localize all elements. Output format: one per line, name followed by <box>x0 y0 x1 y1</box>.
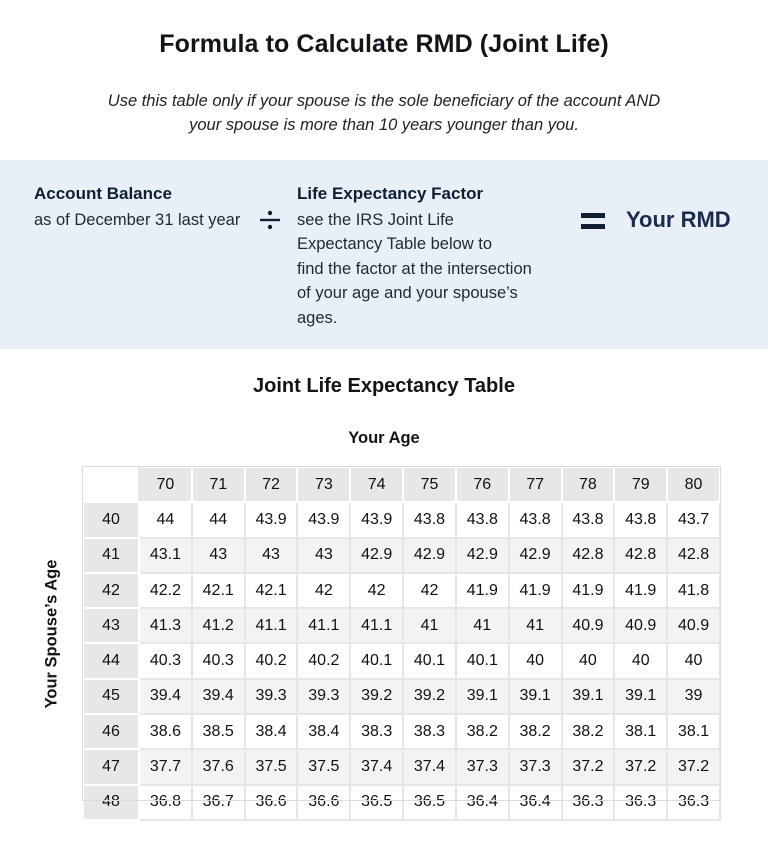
table-cell: 36.5 <box>403 785 456 820</box>
table-row <box>83 608 720 643</box>
table-cell: 36.5 <box>350 785 403 820</box>
table-cell: 43.8 <box>614 502 667 537</box>
table-cell: 40 <box>667 643 720 678</box>
table-cell: 43.9 <box>350 502 403 537</box>
table-cell: 42 <box>403 573 456 608</box>
table-cell: 37.4 <box>350 749 403 784</box>
account-balance-label: Account Balance <box>34 184 172 203</box>
table-cell: 41.2 <box>192 608 245 643</box>
table-cell: 37.4 <box>403 749 456 784</box>
joint-life-table <box>82 466 721 821</box>
table-cell: 44 <box>192 502 245 537</box>
life-expectancy-line: of your age and your spouse’s <box>297 284 518 303</box>
row-header: 45 <box>83 679 139 714</box>
column-header: 74 <box>350 467 403 502</box>
life-expectancy-line: Expectancy Table below to <box>297 235 493 254</box>
table-cell: 40.1 <box>456 643 509 678</box>
column-header: 76 <box>456 467 509 502</box>
table-cell: 40.2 <box>297 643 350 678</box>
table-cell: 43 <box>192 538 245 573</box>
row-axis-label: Your Spouse’s Age <box>42 559 61 709</box>
table-cell: 43.8 <box>509 502 562 537</box>
table-cell: 41 <box>509 608 562 643</box>
table-cell: 40.9 <box>614 608 667 643</box>
table-cell: 42.8 <box>614 538 667 573</box>
table-cell: 38.6 <box>139 714 192 749</box>
table-cell: 41.9 <box>456 573 509 608</box>
life-expectancy-line: ages. <box>297 308 338 327</box>
table-cell: 40 <box>614 643 667 678</box>
table-cell: 36.7 <box>192 785 245 820</box>
row-header: 42 <box>83 573 139 608</box>
life-expectancy-line: find the factor at the intersection <box>297 259 532 278</box>
table-cell: 39.1 <box>562 679 615 714</box>
table-cell: 39.1 <box>614 679 667 714</box>
subtitle-line-1: Use this table only if your spouse is the sole beneficiary of the account AND <box>107 92 661 110</box>
row-header: 41 <box>83 538 139 573</box>
row-header: 43 <box>83 608 139 643</box>
table-cell: 43.8 <box>456 502 509 537</box>
table-row <box>83 679 720 714</box>
column-header: 72 <box>245 467 298 502</box>
column-header: 78 <box>562 467 615 502</box>
row-header: 47 <box>83 749 139 784</box>
column-header: 70 <box>139 467 192 502</box>
table-cell: 37.6 <box>192 749 245 784</box>
header-row <box>83 467 720 502</box>
table-cell: 36.3 <box>667 785 720 820</box>
table-cell: 37.2 <box>562 749 615 784</box>
table-cell: 38.1 <box>667 714 720 749</box>
table-cell: 42.8 <box>667 538 720 573</box>
table-cell: 42.9 <box>350 538 403 573</box>
table-cell: 38.2 <box>562 714 615 749</box>
table-cell: 39.3 <box>245 679 298 714</box>
equals-icon <box>581 213 605 233</box>
table-cell: 41.3 <box>139 608 192 643</box>
table-cell: 40.9 <box>562 608 615 643</box>
table-row <box>83 573 720 608</box>
table-row <box>83 538 720 573</box>
life-expectancy-line: see the IRS Joint Life <box>297 211 454 229</box>
table-cell: 43.8 <box>403 502 456 537</box>
column-header: 79 <box>614 467 667 502</box>
row-header: 40 <box>83 502 139 537</box>
table-cell: 42.9 <box>456 538 509 573</box>
life-expectancy-label: Life Expectancy Factor <box>297 184 484 203</box>
table-cell: 42.1 <box>192 573 245 608</box>
table-cell: 41.8 <box>667 573 720 608</box>
row-header: 44 <box>83 643 139 678</box>
table-cell: 41 <box>403 608 456 643</box>
table-cell: 38.3 <box>403 714 456 749</box>
table-cell: 37.2 <box>614 749 667 784</box>
table-cell: 37.3 <box>509 749 562 784</box>
table-cell: 38.5 <box>192 714 245 749</box>
table-cell: 38.2 <box>456 714 509 749</box>
table-row <box>83 714 720 749</box>
table-cell: 42.2 <box>139 573 192 608</box>
table-cell: 42.1 <box>245 573 298 608</box>
table-cell: 36.4 <box>509 785 562 820</box>
table-cell: 41.9 <box>614 573 667 608</box>
page-title: Formula to Calculate RMD (Joint Life) <box>159 30 609 58</box>
life-expectancy-block <box>297 184 567 330</box>
table-cell: 41.1 <box>297 608 350 643</box>
table-cell: 39 <box>667 679 720 714</box>
table-cell: 39.1 <box>509 679 562 714</box>
table-cell: 43.7 <box>667 502 720 537</box>
table-cell: 40.3 <box>139 643 192 678</box>
table-cell: 39.1 <box>456 679 509 714</box>
table-cell: 40 <box>509 643 562 678</box>
table-cell: 43.8 <box>562 502 615 537</box>
column-header: 80 <box>667 467 720 502</box>
table-cell: 42.8 <box>562 538 615 573</box>
corner-cell <box>83 467 139 502</box>
row-header: 48 <box>83 785 139 820</box>
table-cell: 43.9 <box>297 502 350 537</box>
table-cell: 38.1 <box>614 714 667 749</box>
table-cell: 42 <box>350 573 403 608</box>
table-cell: 40.3 <box>192 643 245 678</box>
account-balance-block <box>34 184 240 232</box>
table-cell: 41.9 <box>562 573 615 608</box>
table-cell: 43.9 <box>245 502 298 537</box>
subtitle <box>0 89 768 137</box>
table-cell: 36.8 <box>139 785 192 820</box>
table-cell: 43 <box>245 538 298 573</box>
column-axis-label: Your Age <box>348 429 420 447</box>
table-cell: 36.4 <box>456 785 509 820</box>
account-balance-text: as of December 31 last year <box>34 211 241 229</box>
table-title: Joint Life Expectancy Table <box>253 375 515 397</box>
table-cell: 37.3 <box>456 749 509 784</box>
table-cell: 40.1 <box>403 643 456 678</box>
table-cell: 39.4 <box>139 679 192 714</box>
table-cell: 43.1 <box>139 538 192 573</box>
formula-panel <box>0 160 768 349</box>
table-cell: 37.7 <box>139 749 192 784</box>
table-cell: 37.2 <box>667 749 720 784</box>
table-cell: 36.3 <box>562 785 615 820</box>
table-cell: 41.1 <box>350 608 403 643</box>
table-cell: 41.9 <box>509 573 562 608</box>
table-cell: 44 <box>139 502 192 537</box>
table-cell: 39.4 <box>192 679 245 714</box>
table-cell: 43 <box>297 538 350 573</box>
table-cell: 39.2 <box>403 679 456 714</box>
column-header: 75 <box>403 467 456 502</box>
table-cell: 36.6 <box>297 785 350 820</box>
table-cell: 40.1 <box>350 643 403 678</box>
table-row <box>83 785 720 820</box>
table-cell: 39.2 <box>350 679 403 714</box>
table-row <box>83 643 720 678</box>
table-cell: 37.5 <box>245 749 298 784</box>
table-body <box>83 502 720 820</box>
table-row <box>83 502 720 537</box>
life-expectancy-text <box>297 208 567 330</box>
table-cell: 38.4 <box>297 714 350 749</box>
table-cell: 36.6 <box>245 785 298 820</box>
result-label: Your RMD <box>626 207 731 232</box>
table-cell: 40 <box>562 643 615 678</box>
table-cell: 41 <box>456 608 509 643</box>
table-cell: 42.9 <box>403 538 456 573</box>
division-icon <box>258 208 282 232</box>
table-cell: 42 <box>297 573 350 608</box>
table-cell: 41.1 <box>245 608 298 643</box>
subtitle-line-2: your spouse is more than 10 years younger than you. <box>189 116 579 134</box>
table-row <box>83 749 720 784</box>
table-cell: 40.9 <box>667 608 720 643</box>
row-header: 46 <box>83 714 139 749</box>
column-header: 77 <box>509 467 562 502</box>
table-cell: 40.2 <box>245 643 298 678</box>
column-header: 71 <box>192 467 245 502</box>
table-cell: 42.9 <box>509 538 562 573</box>
table-cell: 37.5 <box>297 749 350 784</box>
table-cell: 38.3 <box>350 714 403 749</box>
table-cell: 38.4 <box>245 714 298 749</box>
table-cell: 38.2 <box>509 714 562 749</box>
table-cell: 39.3 <box>297 679 350 714</box>
column-header: 73 <box>297 467 350 502</box>
table-cell: 36.3 <box>614 785 667 820</box>
